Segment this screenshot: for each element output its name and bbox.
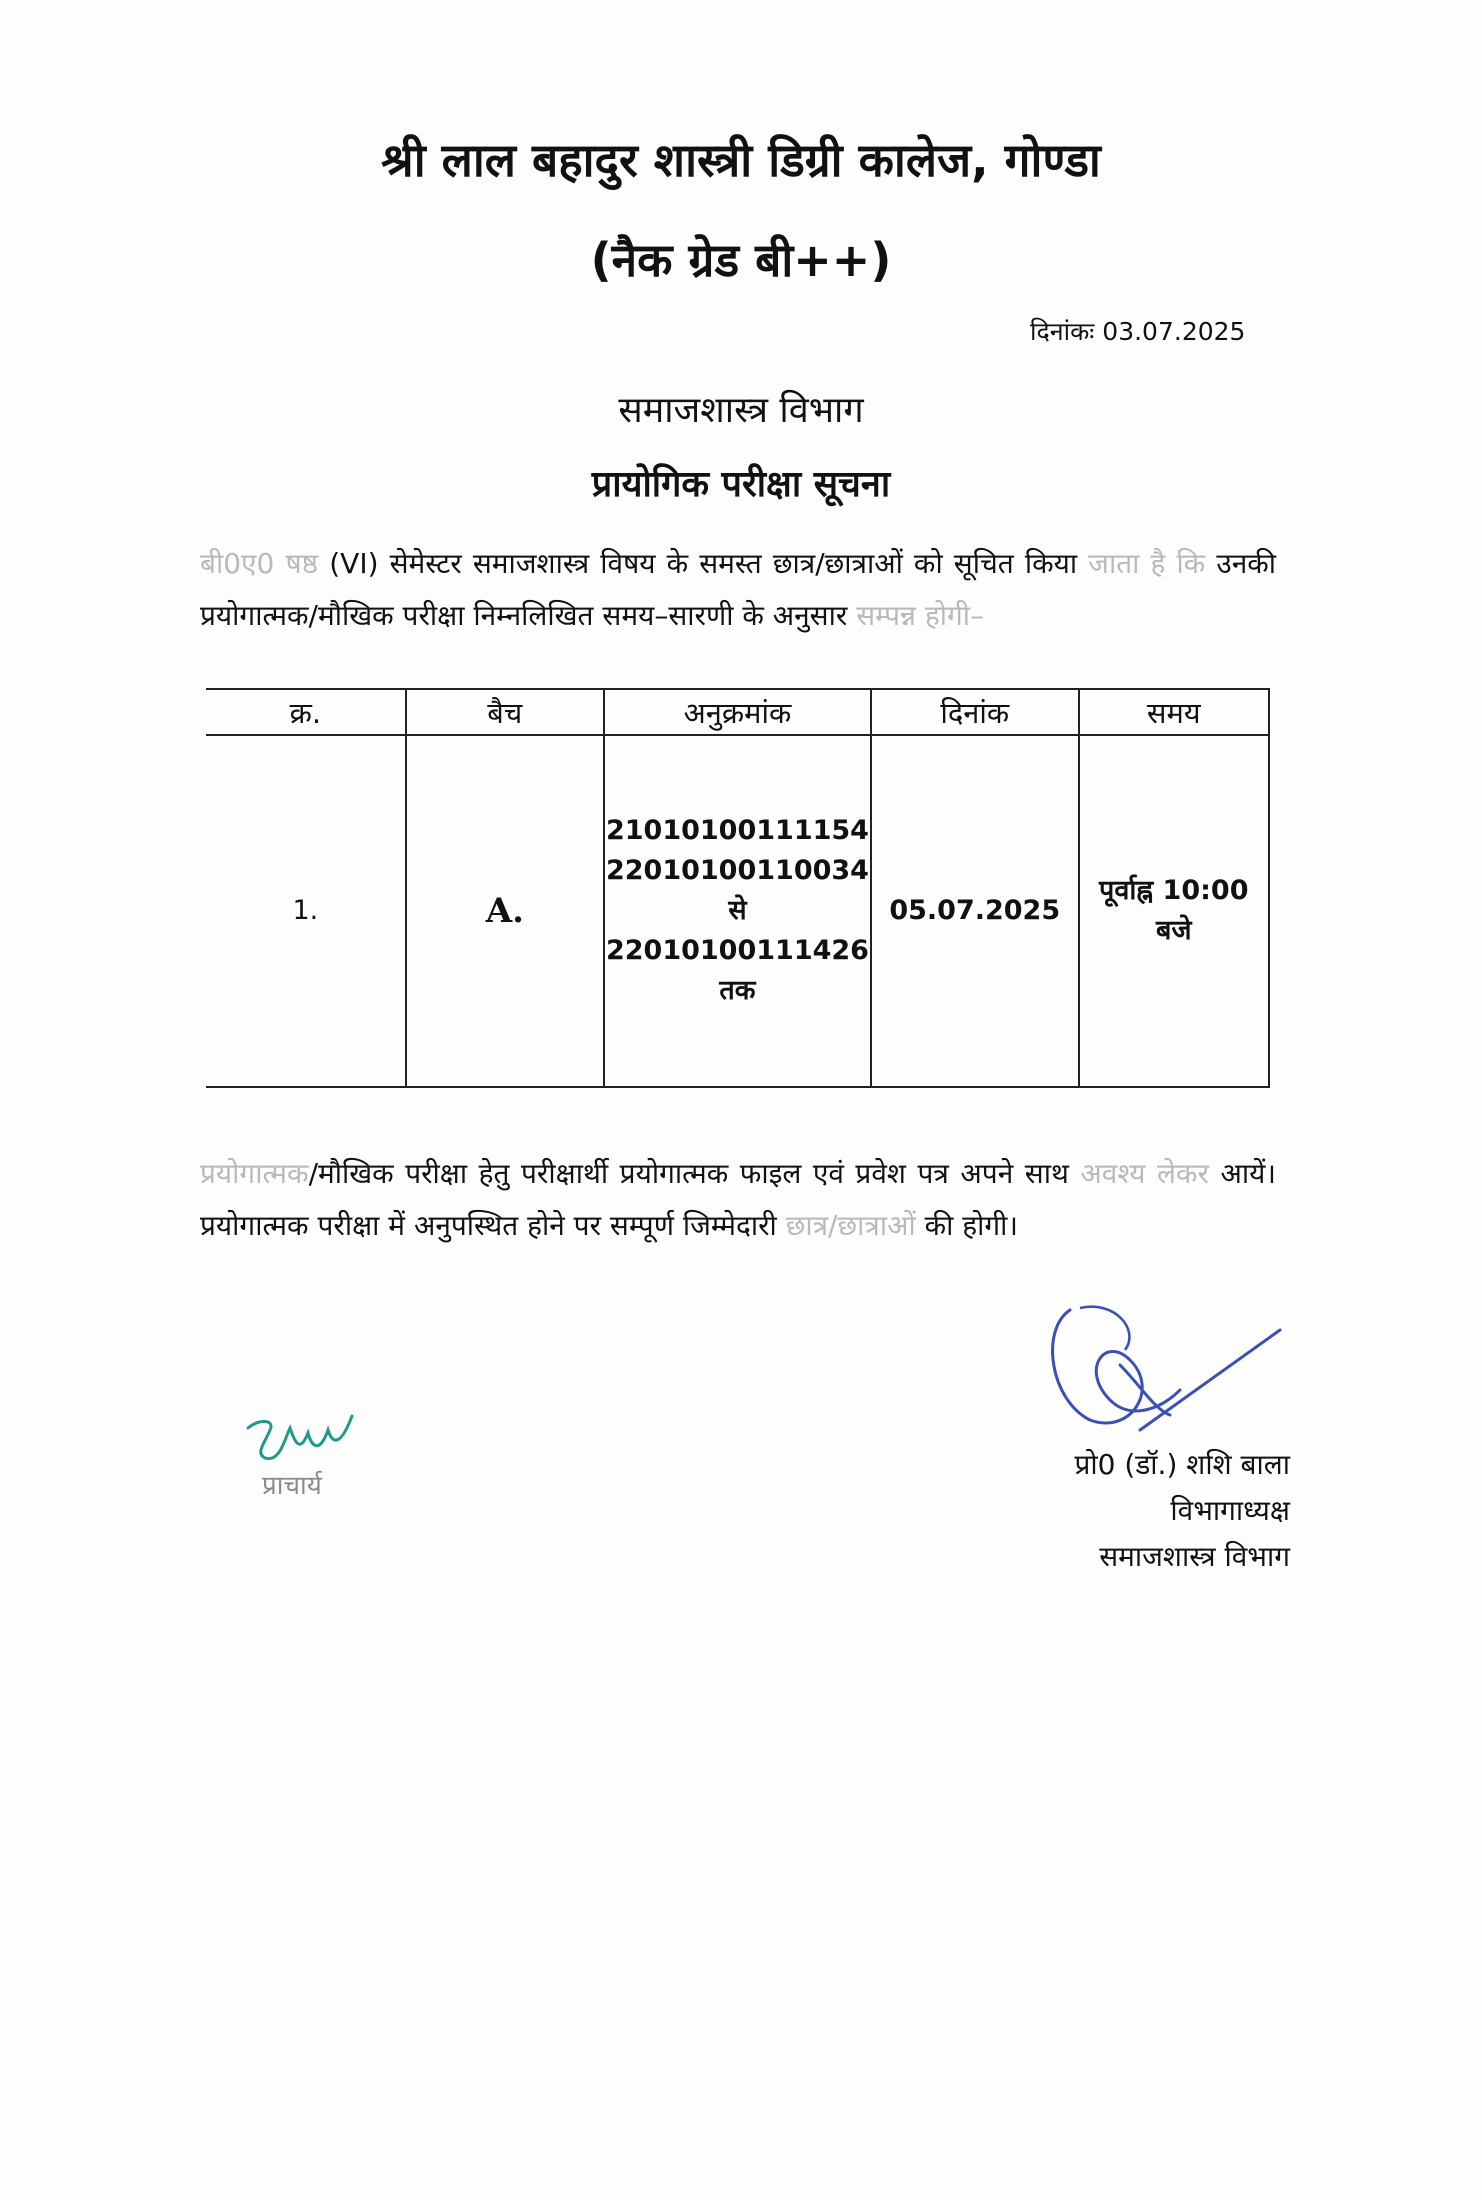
roll-number: 22010100111426 — [605, 935, 869, 966]
instructions-paragraph — [200, 1148, 1276, 1252]
roll-number: 21010100111154 — [605, 815, 869, 846]
roll-connector: तक — [719, 975, 756, 1006]
department-heading: समाजशास्त्र विभाग — [618, 390, 864, 431]
notice-date: दिनांकः 03.07.2025 — [1030, 317, 1246, 346]
header-time: समय — [1079, 689, 1269, 735]
cell-roll-range — [604, 735, 871, 1087]
instructions-faded-text: छात्र/छात्राओं — [785, 1209, 916, 1242]
principal-label: प्राचार्य — [262, 1471, 322, 1501]
time-suffix: बजे — [1156, 915, 1192, 946]
time-value: पूर्वाह्न 10:00 — [1099, 875, 1249, 906]
header-roll-number: अनुक्रमांक — [604, 689, 871, 735]
instructions-text: की होगी। — [915, 1209, 1019, 1242]
intro-text: उनकी प्रयोगात्मक/मौखिक परीक्षा निम्नलिखित समय–सारणी के अनुसार — [200, 547, 1276, 632]
intro-faded-text: जाता है कि — [1088, 547, 1206, 580]
intro-text: (VI) सेमेस्टर समाजशास्त्र विषय के समस्त छात्र/छात्राओं को सूचित किया — [318, 547, 1089, 580]
schedule-table — [206, 688, 1270, 1088]
signatory-name: प्रो0 (डॉ.) शशि बाला — [1074, 1448, 1290, 1481]
header-date: दिनांक — [871, 689, 1079, 735]
header-batch: बैच — [406, 689, 604, 735]
instructions-text: आयें। प्रयोगात्मक परीक्षा में अनुपस्थित होने पर सम्पूर्ण जिम्मेदारी — [200, 1157, 1276, 1242]
roll-connector: से — [728, 895, 747, 926]
cell-time — [1079, 735, 1269, 1087]
signature-block — [1040, 1442, 1290, 1580]
roll-number: 22010100110034 — [605, 855, 869, 886]
table-row — [206, 735, 1269, 1087]
intro-faded-text: सम्पन्न होगी– — [856, 599, 984, 632]
notice-subject: प्रायोगिक परीक्षा सूचना — [591, 464, 891, 505]
signatory-department: समाजशास्त्र विभाग — [1099, 1540, 1290, 1573]
intro-faded-text: बी0ए0 षष्ठ — [200, 547, 319, 580]
hod-signature-icon — [1020, 1290, 1320, 1450]
header-serial: क्र. — [206, 689, 406, 735]
intro-paragraph — [200, 538, 1276, 642]
college-name: श्री लाल बहादुर शास्त्री डिग्री कालेज, गोण्डा — [381, 133, 1101, 187]
cell-serial: 1. — [206, 735, 406, 1087]
cell-date: 05.07.2025 — [871, 735, 1079, 1087]
cell-batch: A. — [406, 735, 604, 1087]
instructions-faded-text: प्रयोगात्मक — [200, 1157, 309, 1190]
instructions-faded-text: अवश्य लेकर — [1080, 1157, 1209, 1190]
naac-grade: (नैक ग्रेड बी++) — [590, 233, 892, 287]
table-header-row — [206, 689, 1269, 735]
signatory-designation: विभागाध्यक्ष — [1170, 1494, 1290, 1527]
instructions-text: /मौखिक परीक्षा हेतु परीक्षार्थी प्रयोगात्मक फाइल एवं प्रवेश पत्र अपने साथ — [308, 1157, 1081, 1190]
